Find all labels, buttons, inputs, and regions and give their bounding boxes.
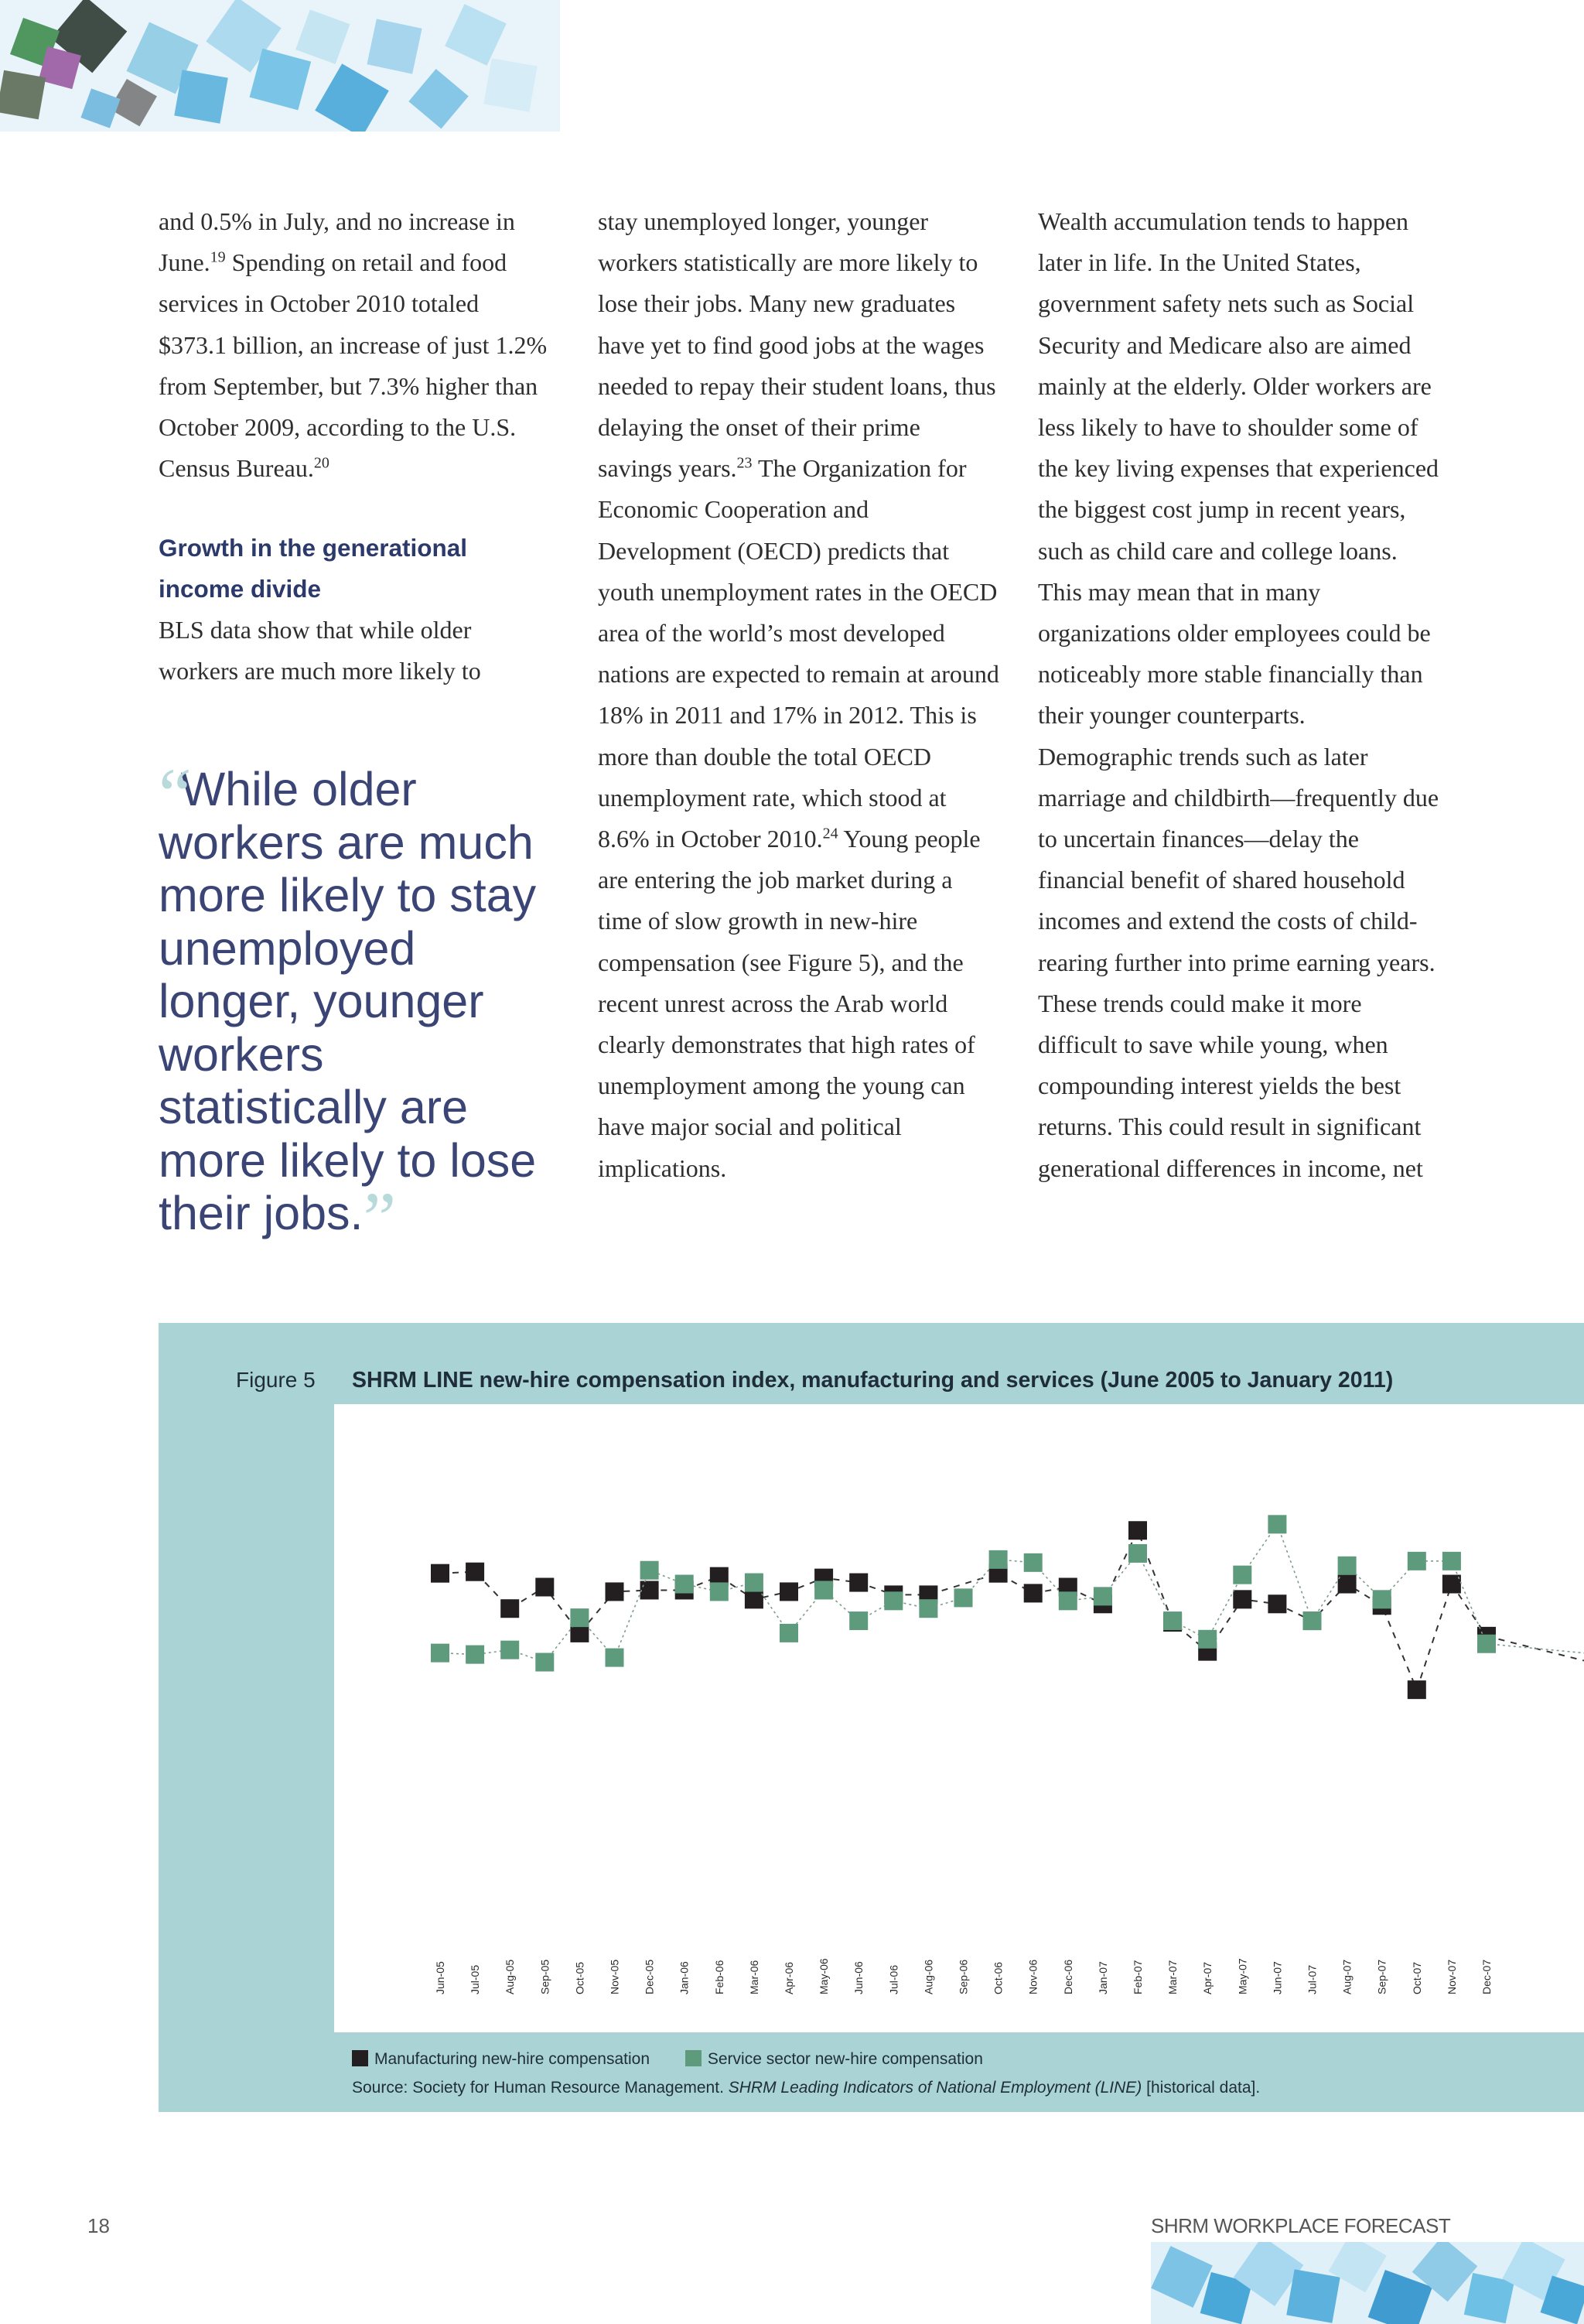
data-point-services — [1233, 1566, 1251, 1584]
x-tick-label: Dec-06 — [1061, 1959, 1074, 1994]
decorative-mosaic-bottom — [1151, 2242, 1584, 2324]
data-point-services — [570, 1608, 589, 1627]
legend-label-manufacturing: Manufacturing new-hire compensation — [374, 2050, 650, 2068]
x-tick-label: Jul-05 — [469, 1964, 482, 1994]
source-text: [historical data]. — [1142, 2079, 1261, 2097]
column1-text: Spending on retail and food services in October 2010 totaled $373.1 billion, an increase of just 1.2% from September, but 7.3% higher than October 2009, according to the U.S. Census Bureau. — [159, 248, 548, 483]
x-tick-label: Oct-07 — [1410, 1961, 1423, 1994]
data-point-manufacturing — [1268, 1594, 1286, 1613]
footnote-ref: 20 — [313, 454, 329, 472]
publication-title: SHRM WORKPLACE FORECAST — [1151, 2214, 1451, 2237]
footnote-ref: 19 — [210, 248, 226, 266]
data-point-services — [1094, 1587, 1112, 1605]
data-point-services — [675, 1575, 694, 1594]
column2-text: Young people are entering the job market during a time of slow growth in new-hire compensation (see Figure 5), and the recent unrest across the Arab world clearly demonstrates that high rates of unemployment among the young can have major social and political implications. — [598, 825, 981, 1182]
data-point-manufacturing — [849, 1574, 868, 1592]
data-point-services — [431, 1644, 449, 1663]
data-point-manufacturing — [640, 1581, 659, 1599]
data-point-services — [606, 1649, 624, 1667]
chart-legend — [352, 2050, 983, 2069]
open-quote-mark: “ — [159, 753, 181, 836]
data-point-manufacturing — [606, 1582, 624, 1601]
x-tick-label: Nov-05 — [608, 1959, 621, 1994]
x-tick-label: Apr-07 — [1201, 1961, 1214, 1994]
x-tick-label: Feb-07 — [1132, 1960, 1144, 1994]
x-tick-label: Jun-05 — [434, 1961, 446, 1994]
x-tick-label: Mar-06 — [747, 1960, 760, 1994]
data-point-services — [919, 1599, 937, 1618]
x-tick-label: Jan-06 — [678, 1961, 691, 1994]
data-point-services — [1128, 1544, 1147, 1563]
legend-swatch-services — [685, 2050, 702, 2066]
data-point-services — [1024, 1553, 1043, 1572]
column1-text: and 0.5% in July, and no increase in June. — [159, 207, 515, 277]
column2-text: The Organization for Economic Cooperation and Development (OECD) predicts that youth unemployment rates in the OECD area of the world’s most developed nations are expected to remain at around 18% in 2011 and 17% in 2012. This is more than double the total OECD unemployment rate, which stood at 8.6% in October 2010. — [598, 454, 999, 853]
data-point-manufacturing — [1128, 1521, 1147, 1540]
x-tick-label: Nov-07 — [1445, 1959, 1458, 1994]
data-point-manufacturing — [745, 1590, 763, 1608]
data-point-services — [849, 1611, 868, 1630]
data-point-manufacturing — [535, 1578, 554, 1597]
x-tick-label: May-07 — [1236, 1958, 1249, 1994]
section-subheading: Growth in the generational income divide — [159, 534, 468, 603]
data-point-manufacturing — [1024, 1584, 1043, 1602]
column1-continuation: BLS data show that while older workers are much more likely to — [159, 616, 481, 685]
data-point-services — [1303, 1611, 1322, 1630]
data-point-services — [1338, 1557, 1357, 1575]
data-point-services — [1163, 1611, 1182, 1630]
x-tick-label: Jun-06 — [852, 1961, 865, 1994]
data-point-services — [640, 1561, 659, 1580]
x-tick-label: Oct-05 — [573, 1961, 586, 1994]
x-tick-label: May-06 — [818, 1958, 831, 1994]
data-point-services — [535, 1653, 554, 1672]
data-point-services — [1373, 1590, 1391, 1608]
x-tick-label: Dec-07 — [1480, 1959, 1493, 1994]
close-quote-mark: ” — [363, 1177, 386, 1259]
data-point-services — [884, 1591, 903, 1610]
data-point-manufacturing — [500, 1599, 519, 1618]
x-tick-label: Jan-07 — [1096, 1961, 1109, 1994]
source-text: Source: Society for Human Resource Management. — [352, 2079, 729, 2097]
x-tick-label: Oct-06 — [992, 1961, 1005, 1994]
footnote-ref: 24 — [822, 825, 838, 842]
x-tick-label: Apr-06 — [783, 1961, 795, 1994]
figure-title: SHRM LINE new-hire compensation index, manufacturing and services (June 2005 to January 2011) — [352, 1368, 1394, 1393]
x-tick-label: Aug-05 — [504, 1959, 517, 1994]
x-tick-label: Aug-06 — [922, 1959, 935, 1994]
x-tick-label: Nov-06 — [1026, 1959, 1040, 1994]
data-point-services — [1477, 1635, 1496, 1653]
legend-label-services: Service sector new-hire compensation — [707, 2050, 983, 2068]
data-point-services — [954, 1588, 973, 1607]
x-tick-label: Jul-07 — [1306, 1964, 1319, 1994]
data-point-services — [989, 1550, 1008, 1569]
data-point-services — [1268, 1515, 1286, 1533]
x-tick-label: Sep-07 — [1375, 1959, 1388, 1994]
data-point-services — [1059, 1591, 1077, 1610]
x-tick-label: Aug-07 — [1340, 1959, 1354, 1994]
figure-source — [352, 2079, 1260, 2097]
data-point-services — [1198, 1630, 1217, 1649]
data-point-manufacturing — [1233, 1590, 1251, 1608]
data-point-services — [466, 1646, 484, 1664]
legend-swatch-manufacturing — [352, 2050, 368, 2066]
data-point-services — [745, 1574, 763, 1592]
data-point-services — [710, 1582, 729, 1601]
figure-label: Figure 5 — [236, 1368, 316, 1392]
data-point-services — [814, 1581, 833, 1599]
x-tick-label: Sep-05 — [538, 1959, 551, 1994]
data-point-manufacturing — [466, 1563, 484, 1581]
pull-quote-text: While older workers are much more likely to stay unemployed longer, younger workers statistically are more likely to lose their jobs. — [159, 763, 537, 1239]
x-tick-label: Jul-06 — [887, 1964, 900, 1994]
column2-text: stay unemployed longer, younger workers statistically are more likely to lose their jobs. Many new graduates have yet to find good jobs at the wages needed to repay their student loans, thus delaying the onset of their prime savings years. — [598, 207, 996, 483]
data-point-services — [500, 1641, 519, 1659]
x-tick-label: Jun-07 — [1271, 1961, 1284, 1994]
x-tick-label: Dec-05 — [643, 1959, 656, 1994]
data-point-services — [1408, 1552, 1426, 1570]
source-title: SHRM Leading Indicators of National Employment (LINE) — [728, 2079, 1142, 2097]
series-line-0 — [440, 1530, 1487, 1690]
data-point-manufacturing — [431, 1564, 449, 1583]
data-point-manufacturing — [1338, 1575, 1357, 1594]
column3-paragraph: Wealth accumulation tends to happen later in life. In the United States, government safety nets such as Social Security and Medicare also are aimed mainly at the elderly. Older workers are less likely to have to shoulder some of the key living expenses that experienced the biggest cost jump in recent years, such as child care and college loans. This may mean that in many organizations older employees could be noticeably more stable financially than their younger counterparts. Demographic trends such as later marriage and childbirth—frequently due to uncertain finances—delay the financial benefit of shared household incomes and extend the costs of child-rearing further into prime earning years. These trends could make it more difficult to save while young, when compounding interest yields the best returns. This could result in significant generational differences in income, net — [1038, 207, 1439, 1182]
data-point-manufacturing — [780, 1582, 798, 1601]
x-tick-label: Mar-07 — [1166, 1960, 1179, 1994]
data-point-services — [1442, 1552, 1461, 1570]
page-number: 18 — [87, 2214, 110, 2237]
footnote-ref: 23 — [736, 454, 753, 472]
x-tick-label: Sep-06 — [957, 1959, 970, 1994]
x-tick-label: Feb-06 — [712, 1960, 725, 1994]
data-point-services — [780, 1624, 798, 1642]
series-line-extension-1 — [1487, 1644, 1584, 1653]
data-point-manufacturing — [1408, 1680, 1426, 1699]
